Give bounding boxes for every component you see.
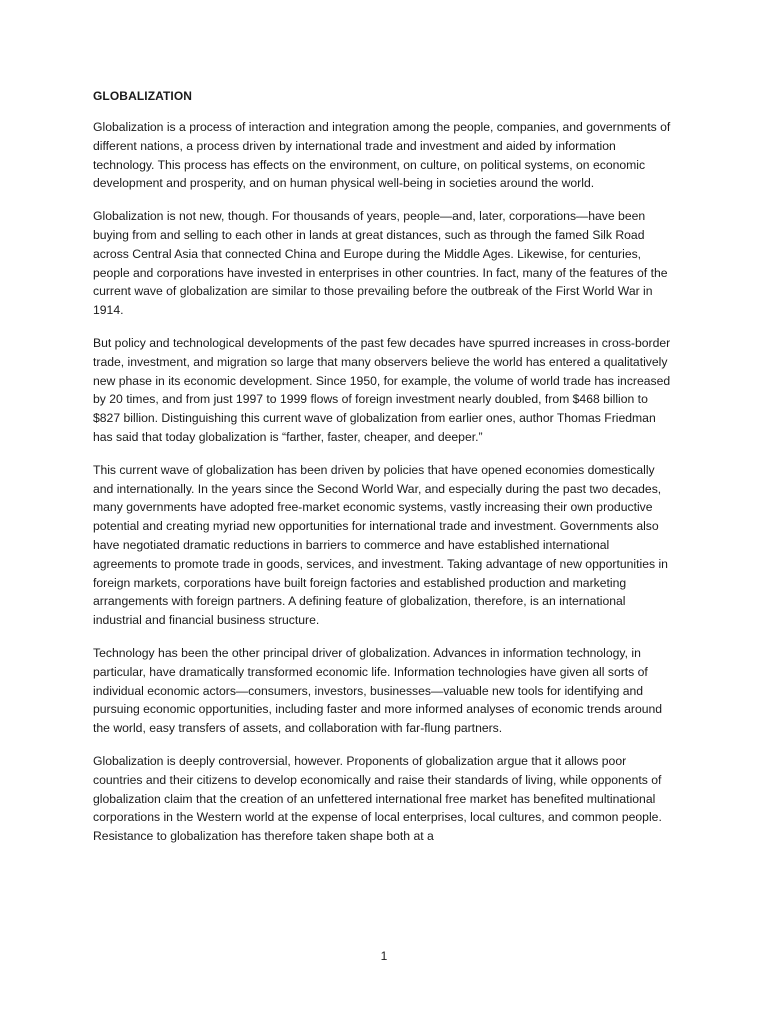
paragraph-1: Globalization is a process of interaction and integration among the people, companies, and governments of different nations, a process driven by international trade and investment and aided by information technology. This process has effects on the environment, on culture, on political systems, on economic development and prosperity, and on human physical well-being in societies around the world. <box>93 120 671 191</box>
paragraph-5: Technology has been the other principal driver of globalization. Advances in information technology, in particular, have dramatically transformed economic life. Information technologies have given all sorts of individual economic actors—consumers, investors, businesses—valuable new tools for identifying and pursuing economic opportunities, including faster and more informed analyses of economic trends around the world, easy transfers of assets, and collaboration with far-flung partners. <box>93 645 663 736</box>
paragraph-3: But policy and technological developments of the past few decades have spurred increases in cross-border trade, investment, and migration so large that many observers believe the world has entered a qualitatively new phase in its economic development. Since 1950, for example, the volume of world trade has increased by 20 times, and from just 1997 to 1999 flows of foreign investment nearly doubled, from $468 billion to $827 billion. Distinguishing this current wave of globalization from earlier ones, author Thomas Friedman has said that today globalization is “farther, faster, cheaper, and deeper.” <box>93 335 671 444</box>
page-number: 1 <box>380 949 388 963</box>
paragraph-4: This current wave of globalization has been driven by policies that have opened economies domestically and internationally. In the years since the Second World War, and especially during the past two decades, many governments have adopted free-market economic systems, vastly increasing their own productive potential and creating myriad new opportunities for international trade and investment. Governments also have negotiated dramatic reductions in barriers to commerce and have established international agreements to promote trade in goods, services, and investment. Taking advantage of new opportunities in foreign markets, corporations have built foreign factories and established production and marketing arrangements with foreign partners. A defining feature of globalization, therefore, is an international industrial and financial business structure. <box>93 462 668 628</box>
document-body <box>93 88 673 860</box>
document-title: GLOBALIZATION <box>93 89 193 103</box>
paragraph-2: Globalization is not new, though. For thousands of years, people—and, later, corporations—have been buying from and selling to each other in lands at great distances, such as through the famed Silk Road across Central Asia that connected China and Europe during the Middle Ages. Likewise, for centuries, people and corporations have invested in enterprises in other countries. In fact, many of the features of the current wave of globalization are similar to those prevailing before the outbreak of the First World War in 1914. <box>93 209 668 318</box>
paragraph-6: Globalization is deeply controversial, however. Proponents of globalization argue that it allows poor countries and their citizens to develop economically and raise their standards of living, while opponents of globalization claim that the creation of an unfettered international free market has benefited multinational corporations in the Western world at the expense of local enterprises, local cultures, and common people. Resistance to globalization has therefore taken shape both at a <box>93 753 662 844</box>
